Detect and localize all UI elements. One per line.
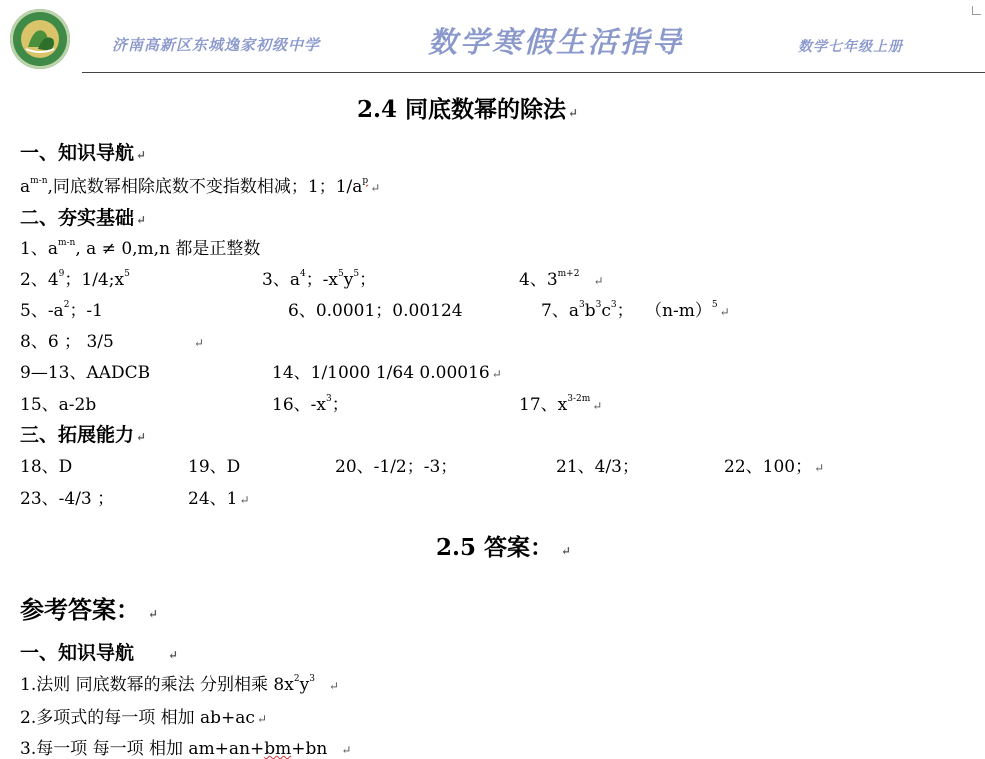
answer-20: 20、-1/2；-3；	[335, 457, 458, 477]
grade-label: 数学七年级上册	[798, 39, 903, 55]
heading-knowledge-nav-2: 一、知识导航 ↵	[20, 642, 179, 664]
answer-3: 3、$a^4$；$-x^5y^5$；	[262, 269, 377, 290]
answer-2: 2、$4^9$；$1/4;x^5$	[20, 269, 130, 290]
school-logo	[10, 9, 70, 69]
heading-extension: 三、拓展能力 ↵	[20, 424, 147, 446]
answer-21: 21、4/3；	[556, 457, 639, 477]
section-title-2-4: 2.4 同底数幂的除法 ↵	[357, 96, 579, 123]
answer-1: 1、$a^{m-n}$, a ≠ 0,m,n 都是正整数	[20, 238, 261, 259]
answer-5: 5、$-a^2$；-1	[20, 300, 103, 321]
ref-line-1: 1.法则 同底数幂的乘法 分别相乘 $8x^2y^3$ ↵	[20, 674, 339, 695]
heading-basics: 二、夯实基础 ↵	[20, 207, 147, 229]
answer-8: 8、6 ； 3/5 ↵	[20, 332, 204, 352]
section-title-2-5: 2.5 答案： ↵	[436, 534, 572, 561]
header-rule	[82, 72, 985, 73]
banner-title: 数学寒假生活指导	[428, 25, 685, 59]
answer-9-13: 9—13、AADCB	[20, 363, 151, 383]
heading-knowledge-nav: 一、知识导航 ↵	[20, 142, 147, 164]
answer-23: 23、-4/3 ；	[20, 489, 115, 509]
margin-corner-mark	[972, 6, 981, 15]
answer-6: 6、0.0001；0.00124	[288, 301, 463, 321]
page-header	[0, 0, 985, 78]
answer-18: 18、D	[20, 457, 73, 477]
ref-line-2: 2.多项式的每一项 相加 ab+ac ↵	[20, 708, 268, 728]
reference-answers-title: 参考答案： ↵	[20, 595, 159, 624]
answer-19: 19、D	[188, 457, 241, 477]
answer-4: 4、$3^{m+2}$ ↵	[519, 269, 604, 290]
answer-7: 7、$a^3b^3c^3$； $(n-m)^5$ ↵	[541, 300, 730, 321]
school-name: 济南高新区东城逸家初级中学	[112, 36, 321, 54]
answer-17: 17、$x^{3-2m}$ ↵	[519, 394, 603, 415]
ref-line-3: 3.每一项 每一项 相加 am+an+bm+bn ↵	[20, 739, 352, 759]
school-logo-icon	[10, 9, 70, 69]
answer-24: 24、1 ↵	[188, 489, 250, 509]
answer-14: 14、1/1000 1/64 0.00016 ↵	[272, 363, 502, 383]
answer-15: 15、a-2b	[20, 395, 97, 415]
answer-22: 22、100； ↵	[724, 457, 825, 477]
knowledge-line: $a^{m-n}$,同底数幂相除底数不变指数相减；1；$1/a^p$ ↵	[20, 176, 381, 197]
answer-16: 16、$-x^3$；	[272, 394, 349, 415]
